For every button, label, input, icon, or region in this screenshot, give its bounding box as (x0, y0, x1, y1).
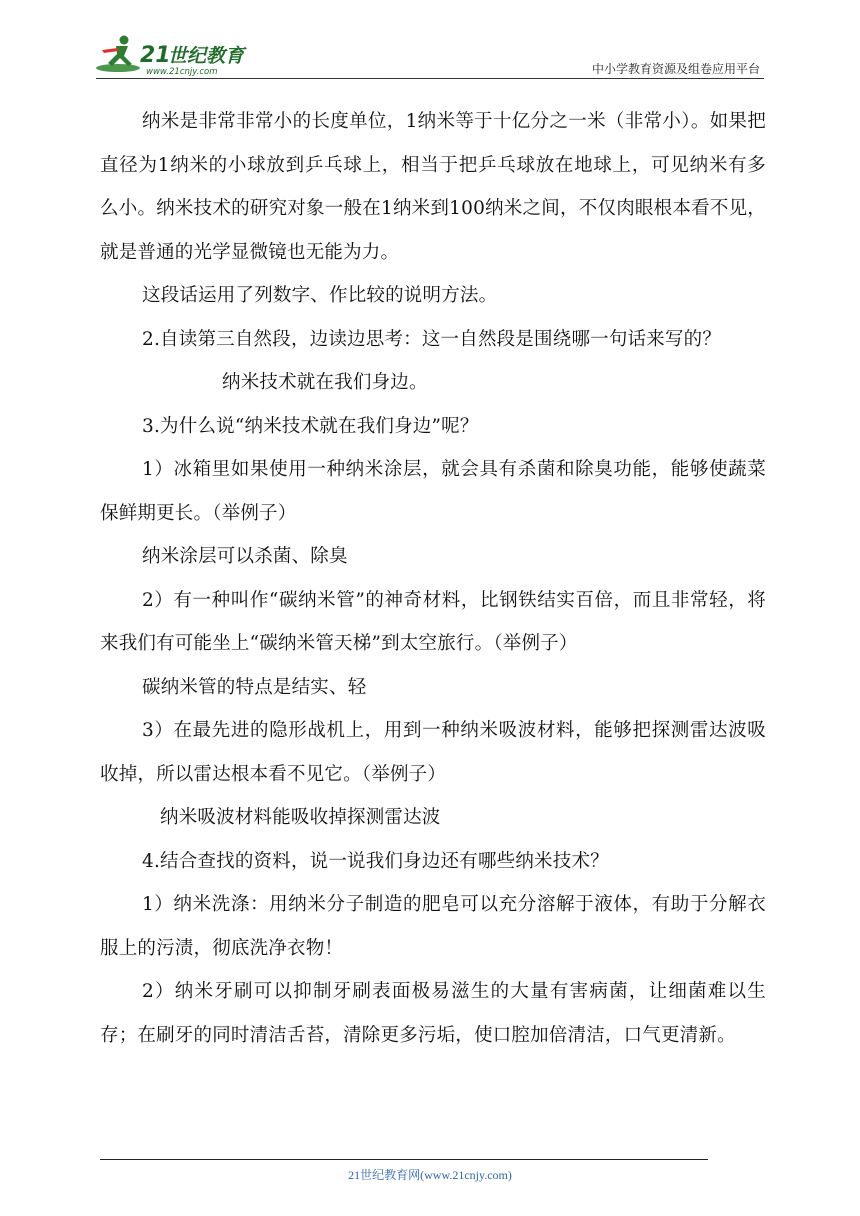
answer-3-1: 纳米涂层可以杀菌、除臭 (142, 546, 348, 567)
document-body (100, 100, 766, 1057)
answer-3-3: 纳米吸波材料能吸收掉探测雷达波 (160, 807, 441, 828)
question-2: 2.自读第三自然段，边读边思考：这一自然段是围绕哪一句话来写的？ (142, 328, 722, 350)
svg-text:www.21cnjy.com: www.21cnjy.com (146, 67, 218, 77)
question-4: 4.结合查找的资料，说一说我们身边还有哪些纳米技术？ (142, 850, 609, 872)
answer-4-2: 2）纳米牙刷可以抑制牙刷表面极易滋生的大量有害病菌，让细菌难以生存；在刷牙的同时清洁舌苔，清除更多污垢，使口腔加倍清洁，口气更清新。 (100, 981, 766, 1046)
platform-name: 中小学教育资源及组卷应用平台 (591, 62, 760, 76)
runner-logo-icon (96, 34, 266, 78)
page-header (96, 34, 764, 82)
paragraph-method-note: 这段话运用了列数字、作比较的说明方法。 (142, 285, 498, 306)
example-3-stealth: 3）在最先进的隐形战机上，用到一种纳米吸波材料，能够把探测雷达波吸收掉，所以雷达根本看不见它。（举例子） (100, 720, 766, 785)
site-logo[interactable] (96, 34, 266, 78)
answer-2: 纳米技术就在我们身边。 (222, 372, 428, 393)
example-1-fridge: 1）冰箱里如果使用一种纳米涂层，就会具有杀菌和除臭功能，能够使蔬菜保鲜期更长。（举例子） (100, 459, 766, 524)
svg-text:21: 21 (140, 43, 171, 68)
header-divider (96, 78, 764, 79)
footer-link[interactable]: 21世纪教育网(www.21cnjy.com) (348, 1168, 512, 1182)
question-3: 3.为什么说“纳米技术就在我们身边”呢？ (142, 415, 479, 437)
paragraph-nano-definition: 纳米是非常非常小的长度单位，1纳米等于十亿分之一米（非常小）。如果把直径为1纳米的小球放到乒乓球上，相当于把乒乓球放在地球上，可见纳米有多么小。纳米技术的研究对象一般在1纳米到100纳米之间，不仅肉眼根本看不见，就是普通的光学显微镜也无能为力。 (100, 111, 766, 263)
footer-divider (100, 1159, 708, 1160)
answer-4-1: 1）纳米洗涤：用纳米分子制造的肥皂可以充分溶解于液体，有助于分解衣服上的污渍，彻底洗净衣物！ (100, 894, 766, 959)
answer-3-2: 碳纳米管的特点是结实、轻 (142, 676, 367, 698)
svg-text:世纪教育: 世纪教育 (168, 45, 245, 67)
example-2-nanotube: 2）有一种叫作“碳纳米管”的神奇材料，比钢铁结实百倍，而且非常轻，将来我们有可能坐上“碳纳米管天梯”到太空旅行。（举例子） (100, 589, 766, 654)
